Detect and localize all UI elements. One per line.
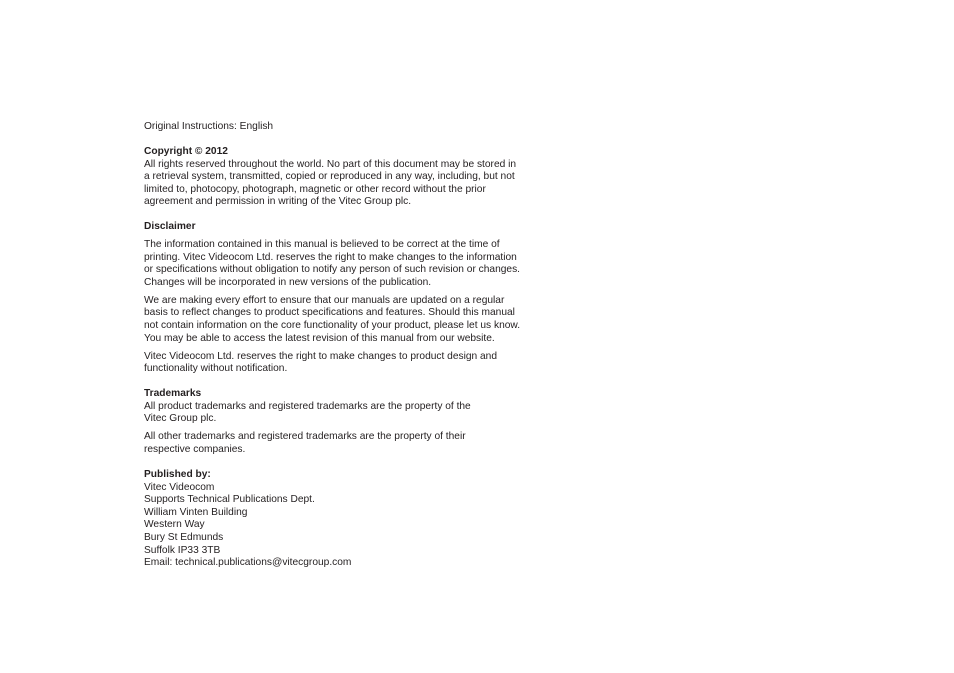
spacer (144, 134, 584, 146)
trademarks-line: Vitec Group plc. (144, 413, 217, 425)
copyright-line: agreement and permission in writing of the Vitec Group plc. (144, 196, 412, 208)
copyright-line: limited to, photocopy, photograph, magnetic or other record without the prior (144, 183, 486, 195)
trademarks-paragraph-1 (144, 401, 584, 426)
copyright-line: a retrieval system, transmitted, copied or reproduced in any way, including, but not (144, 171, 515, 183)
disclaimer-line: functionality without notification. (144, 363, 288, 375)
publisher-email: Email: technical.publications@vitecgroup.com (144, 557, 352, 569)
original-instructions-text: Original Instructions: English (144, 121, 274, 132)
copyright-heading: Copyright © 2012 (144, 145, 228, 157)
document-page (144, 121, 584, 570)
disclaimer-line: not contain information on the core functionality of your product, please let us know. (144, 320, 521, 332)
spacer (144, 209, 584, 221)
trademarks-paragraph-2 (144, 431, 584, 456)
disclaimer-line: or specifications without obligation to notify any person of such revision or changes. (144, 264, 521, 276)
published-by-section (144, 469, 584, 570)
publisher-county-postcode: Suffolk IP33 3TB (144, 544, 221, 556)
disclaimer-section (144, 221, 584, 376)
disclaimer-paragraph-2 (144, 295, 584, 345)
disclaimer-paragraph-3 (144, 351, 584, 376)
disclaimer-line: basis to reflect changes to product specifications and features. Should this manual (144, 307, 515, 319)
disclaimer-line: printing. Vitec Videocom Ltd. reserves the right to make changes to the information (144, 251, 517, 263)
publisher-building: William Vinten Building (144, 506, 248, 518)
publisher-street: Western Way (144, 519, 205, 531)
spacer (144, 457, 584, 469)
trademarks-section (144, 388, 584, 456)
trademarks-line: All other trademarks and registered trademarks are the property of their (144, 431, 466, 443)
publisher-name: Vitec Videocom (144, 481, 215, 493)
disclaimer-line: We are making every effort to ensure that our manuals are updated on a regular (144, 294, 505, 306)
disclaimer-line: You may be able to access the latest revision of this manual from our website. (144, 332, 495, 344)
spacer (144, 376, 584, 388)
trademarks-line: All product trademarks and registered trademarks are the property of the (144, 400, 471, 412)
published-by-heading: Published by: (144, 468, 211, 480)
copyright-line: All rights reserved throughout the world. No part of this document may be stored in (144, 158, 517, 170)
disclaimer-line: The information contained in this manual is believed to be correct at the time of (144, 239, 500, 251)
disclaimer-line: Changes will be incorporated in new versions of the publication. (144, 276, 432, 288)
disclaimer-heading: Disclaimer (144, 221, 196, 233)
publisher-town: Bury St Edmunds (144, 531, 224, 543)
disclaimer-line: Vitec Videocom Ltd. reserves the right to make changes to product design and (144, 350, 498, 362)
disclaimer-paragraph-1 (144, 239, 584, 289)
publisher-department: Supports Technical Publications Dept. (144, 494, 315, 506)
trademarks-line: respective companies. (144, 444, 246, 455)
copyright-section (144, 146, 584, 209)
trademarks-heading: Trademarks (144, 388, 202, 400)
